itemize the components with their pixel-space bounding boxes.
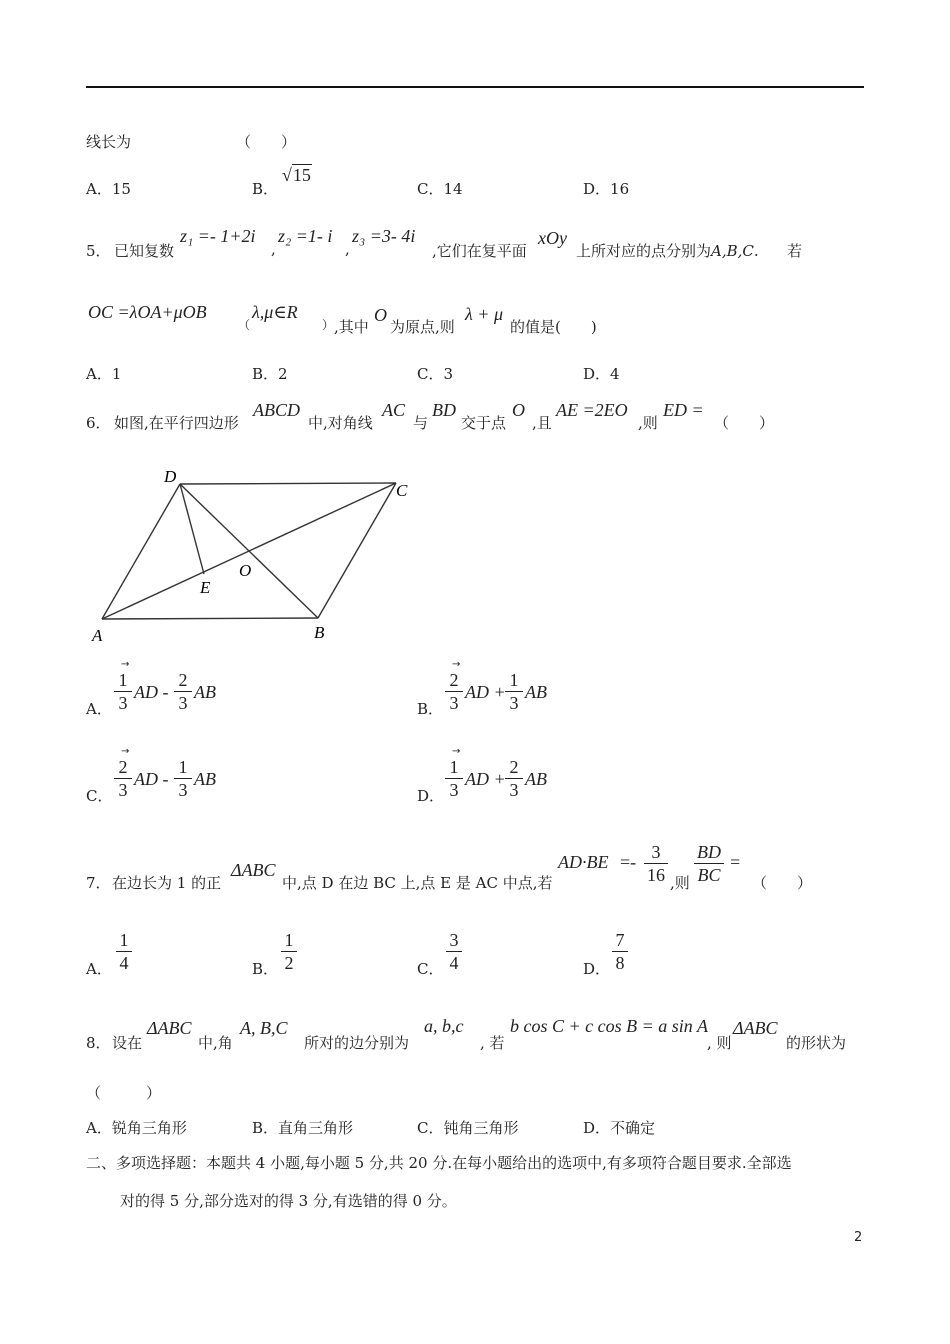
q6-b-vec2: AB bbox=[525, 682, 547, 702]
q6-c-coef2: 1 3 bbox=[174, 757, 192, 800]
q7-option-b[interactable]: B． bbox=[252, 960, 279, 978]
q8-option-d[interactable]: D．不确定 bbox=[583, 1119, 656, 1137]
q4-option-a[interactable]: A．15 bbox=[86, 180, 131, 198]
q8-text-3: 所对的边分别为 bbox=[304, 1034, 410, 1052]
q6-c-vec1: AD - bbox=[134, 769, 169, 789]
q6-condition: AE =2EO bbox=[556, 400, 628, 420]
q4-option-b[interactable]: B． bbox=[252, 180, 279, 198]
section-2-heading: 二、多项选择题：本题共 4 小题,每小题 5 分,共 20 分.在每小题给出的选项中,有多项符合题目要求.全部选 bbox=[86, 1154, 792, 1172]
q5-plane: xOy bbox=[538, 228, 567, 248]
q5-sum: λ + μ bbox=[465, 304, 503, 324]
q6-option-c[interactable]: C． bbox=[86, 787, 113, 805]
q6-d-coef2: 2 3 bbox=[505, 757, 523, 800]
q6-paren: （ ） bbox=[714, 414, 775, 432]
q8-option-c[interactable]: C．钝角三角形 bbox=[417, 1119, 519, 1137]
q5-text-2: ,它们在复平面 bbox=[432, 242, 527, 260]
q8-number: 8． bbox=[86, 1034, 111, 1052]
q7-ratio: BD BC bbox=[694, 842, 724, 885]
header-rule bbox=[86, 86, 864, 88]
q5-z3: z₃ =3- 4i bbox=[352, 226, 416, 246]
label-b: B bbox=[314, 623, 325, 642]
vector-arrow: → bbox=[121, 659, 130, 670]
q5-equation: OC =λOA+μOB bbox=[88, 302, 207, 322]
q6-text-3: 与 bbox=[413, 414, 429, 432]
label-c: C bbox=[396, 481, 408, 500]
q5-text-3: 上所对应的点分别为A,B,C. bbox=[576, 242, 759, 260]
q7-option-a[interactable]: A． bbox=[86, 960, 112, 978]
q5-text-5: 若 bbox=[787, 242, 803, 260]
q5-text-8: 的值是( ) bbox=[510, 318, 597, 336]
label-d: D bbox=[164, 467, 177, 486]
q5-origin: O bbox=[374, 305, 387, 325]
q6-ed: ED = bbox=[663, 400, 704, 420]
q5-cond-close: ） bbox=[322, 318, 335, 332]
q5-option-d[interactable]: D．4 bbox=[583, 365, 620, 383]
q8-text-2: 中,角 bbox=[198, 1034, 233, 1052]
q6-d-vec1: AD + bbox=[465, 769, 506, 789]
q6-text-2: 中,对角线 bbox=[308, 414, 373, 432]
q6-a-coef1: 1 3 bbox=[114, 670, 132, 713]
q6-a-vec2: AB bbox=[194, 682, 216, 702]
vector-arrow: → bbox=[452, 746, 461, 757]
q6-a-vec1: AD - bbox=[134, 682, 169, 702]
q6-a-coef2: 2 3 bbox=[174, 670, 192, 713]
q6-abcd: ABCD bbox=[253, 400, 300, 420]
q6-b-coef2: 1 3 bbox=[505, 670, 523, 713]
q8-text-6: 的形状为 bbox=[786, 1034, 847, 1052]
sqrt-symbol: √15 bbox=[282, 165, 311, 185]
q8-option-a[interactable]: A．锐角三角形 bbox=[86, 1119, 187, 1137]
vector-arrow: → bbox=[452, 659, 461, 670]
q7-dot-product: AD·BE bbox=[558, 852, 609, 872]
q5-option-a[interactable]: A．1 bbox=[86, 365, 122, 383]
q4-option-c[interactable]: C．14 bbox=[417, 180, 463, 198]
label-a: A bbox=[92, 626, 103, 645]
q7-fraction: 3 16 bbox=[644, 842, 668, 885]
q6-number: 6． bbox=[86, 414, 111, 432]
q7-a-fraction: 1 4 bbox=[116, 930, 132, 973]
page-number: 2 bbox=[854, 1230, 863, 1245]
q4-stem: 线长为 bbox=[86, 133, 132, 151]
parallelogram-figure bbox=[86, 460, 426, 650]
q7-ratio-equals: = bbox=[730, 852, 741, 872]
q5-option-b[interactable]: B．2 bbox=[252, 365, 288, 383]
q5-sep-1: , bbox=[271, 240, 276, 258]
q8-angles: A, B,C bbox=[240, 1018, 288, 1038]
q6-ac: AC bbox=[382, 400, 406, 420]
q8-text-1: 设在 bbox=[112, 1034, 143, 1052]
q4-paren: （ ） bbox=[236, 133, 297, 151]
q6-option-b[interactable]: B． bbox=[417, 700, 444, 718]
q6-o: O bbox=[512, 400, 525, 420]
q8-text-4: , 若 bbox=[480, 1034, 505, 1052]
q8-option-b[interactable]: B．直角三角形 bbox=[252, 1119, 354, 1137]
q5-z1: z₁ =- 1+2i bbox=[180, 226, 256, 246]
label-e: E bbox=[200, 578, 211, 597]
q7-triangle: ΔABC bbox=[231, 860, 276, 880]
q6-d-vec2: AB bbox=[525, 769, 547, 789]
q5-text-7: 为原点,则 bbox=[390, 318, 455, 336]
q8-sides: a, b,c bbox=[424, 1016, 464, 1036]
q4-option-d[interactable]: D．16 bbox=[583, 180, 630, 198]
q7-text-1: 在边长为 1 的正 bbox=[112, 874, 222, 892]
q6-text-4: 交于点 bbox=[461, 414, 507, 432]
q7-b-fraction: 1 2 bbox=[281, 930, 297, 973]
q5-text-1: 已知复数 bbox=[114, 242, 175, 260]
q7-d-fraction: 7 8 bbox=[612, 930, 628, 973]
edge-cb bbox=[318, 483, 396, 618]
q5-number: 5． bbox=[86, 242, 111, 260]
label-o: O bbox=[239, 561, 252, 580]
edge-ad bbox=[102, 484, 180, 619]
q6-c-coef1: 2 3 bbox=[114, 757, 132, 800]
q7-equals: =- bbox=[620, 852, 637, 872]
diagonal-bd bbox=[180, 484, 318, 618]
q7-text-3: ,则 bbox=[670, 874, 690, 892]
q6-text-6: ,则 bbox=[638, 414, 658, 432]
edge-ba bbox=[102, 618, 318, 619]
q7-paren: （ ） bbox=[752, 874, 813, 892]
q7-option-d[interactable]: D． bbox=[583, 960, 611, 978]
q8-text-5: , 则 bbox=[707, 1034, 732, 1052]
edge-dc bbox=[180, 483, 396, 484]
q7-text-2: 中,点 D 在边 BC 上,点 E 是 AC 中点,若 bbox=[282, 874, 553, 892]
q8-equation: b cos C + c cos B = a sin A bbox=[510, 1016, 708, 1036]
q7-number: 7． bbox=[86, 874, 111, 892]
q6-b-vec1: AD + bbox=[465, 682, 506, 702]
q6-d-coef1: 1 3 bbox=[445, 757, 463, 800]
vector-arrow: → bbox=[121, 746, 130, 757]
q8-triangle-2: ΔABC bbox=[733, 1018, 778, 1038]
q6-bd: BD bbox=[432, 400, 456, 420]
q6-b-coef1: 2 3 bbox=[445, 670, 463, 713]
q7-c-fraction: 3 4 bbox=[446, 930, 462, 973]
q6-text-1: 如图,在平行四边形 bbox=[114, 414, 239, 432]
q6-option-a[interactable]: A． bbox=[86, 700, 112, 718]
q5-sep-2: , bbox=[345, 240, 350, 258]
q8-triangle: ΔABC bbox=[147, 1018, 192, 1038]
q7-option-c[interactable]: C． bbox=[417, 960, 444, 978]
q5-z2: z₂ =1- i bbox=[278, 226, 333, 246]
q5-option-c[interactable]: C．3 bbox=[417, 365, 454, 383]
q6-text-5: ,且 bbox=[532, 414, 552, 432]
q6-option-d[interactable]: D． bbox=[417, 787, 445, 805]
q5-condition: λ,μ∈R bbox=[252, 302, 298, 322]
q6-c-vec2: AB bbox=[194, 769, 216, 789]
q5-text-6: ,其中 bbox=[334, 318, 369, 336]
q8-paren: （ ） bbox=[86, 1084, 162, 1102]
segment-de bbox=[180, 484, 204, 574]
q5-cond-open: （ bbox=[238, 318, 251, 332]
section-2-heading-cont: 对的得 5 分,部分选对的得 3 分,有选错的得 0 分。 bbox=[120, 1192, 457, 1210]
